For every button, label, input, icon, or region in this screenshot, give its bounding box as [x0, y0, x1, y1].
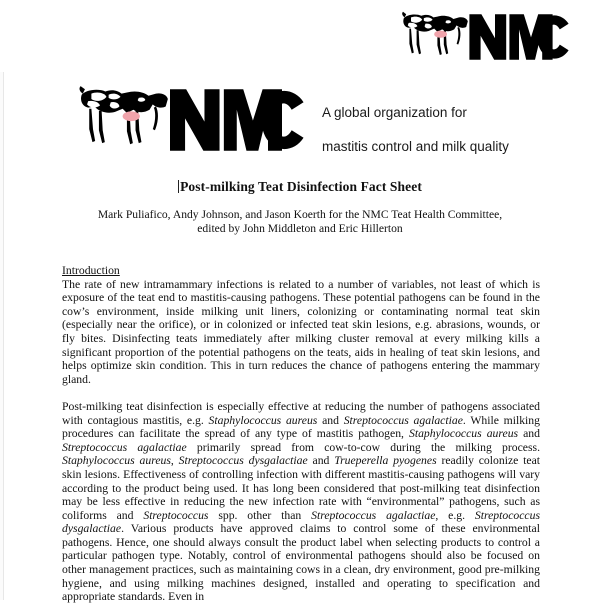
tagline-line-1: A global organization for	[322, 105, 467, 120]
species-name: Streptococcus dysgalactiae	[178, 454, 308, 468]
organization-tagline	[322, 87, 509, 155]
text-caret	[178, 180, 179, 193]
nmc-wordmark	[170, 89, 304, 150]
nmc-cow-world-logo-icon	[66, 85, 316, 155]
species-name: Streptococcus	[143, 508, 209, 522]
section-heading-text: Introduction	[62, 264, 120, 277]
species-name: Streptococcus agalactiae	[311, 508, 436, 522]
section-heading-introduction	[62, 264, 540, 386]
document-body	[62, 264, 540, 604]
masthead	[66, 84, 536, 156]
paragraph-intro-2: Post-milking teat disinfection is especially effective at reducing the number of pathogens associated with contagious mastitis, e.g. Staphylococcus aureus and Streptococcus agalactiae. While milking procedures can facilitate the spread of any type of mastitis pathogen, Staphylococcus aureus and Streptococcus agalactiae primarily spread from cow-to-cow during the milking process. Staphylococcus aureus, Streptococcus dysgalactiae and Trueperella pyogenes readily colonize teat skin lesions. Effectiveness of controlling infection with different mastitis-causing pathogens will vary according to the product being used. It has long been considered that post-milking teat disinfection may be less effective in reducing the new infection rate with “environmental” pathogens, such as coliforms and Streptococcus spp. other than Streptococcus agalactiae, e.g. Streptococcus dysgalactiae. Various products have approved claims to control some of these environmental pathogens. Hence, one should always consult the product label when selecting products to control a particular pathogen type. Notably, control of environmental pathogens should also be focused on other management practices, such as maintaining cows in a clean, dry environment, good pre-milking hygiene, and using milking machines designed, installed and operating to specification and appropriate standards. Even in	[62, 399, 541, 604]
author-line	[60, 208, 540, 235]
nmc-wordmark	[469, 14, 570, 60]
species-name: Streptococcus agalactiae	[62, 440, 187, 454]
page-title-text: Post-milking Teat Disinfection Fact Sheet	[180, 179, 422, 194]
species-name: Staphylococcus aureus	[62, 454, 171, 468]
title-block	[60, 178, 540, 235]
page-edge-line	[3, 72, 4, 600]
nmc-cow-world-logo-icon	[399, 11, 571, 63]
species-name: Streptococcus agalactiae	[343, 413, 463, 427]
tagline-line-2: mastitis control and milk quality	[322, 139, 509, 154]
udder-shape	[123, 111, 140, 121]
masthead-nmc-logo	[66, 84, 316, 156]
paragraph-intro-1: The rate of new intramammary infections is related to a number of variables, not least of which is exposure of the teat end to mastitis-causing pathogens. These potential pathogens can be found in the cow’s environment, inside milking unit liners, colonizing or contaminating normal teat skin (especially near the orifice), or in colonized or infected teat skin lesions, e.g. abrasions, wounds, or fly bites. Disinfecting teats immediately after milking cluster removal at every milking kills a significant proportion of the potential pathogens on the teats, aids in healing of teat skin lesions, and helps optimize skin condition. This in turn reduces the chance of pathogens entering the mammary gland.	[62, 277, 540, 386]
species-name: Streptococcus dysgalactiae	[62, 508, 541, 536]
species-name: Staphylococcus aureus	[408, 427, 519, 441]
corner-nmc-logo	[399, 11, 571, 63]
author-line-2: edited by John Middleton and Eric Hillerton	[197, 221, 403, 235]
species-name: Trueperella pyogenes	[334, 454, 437, 468]
species-name: Staphylococcus aureus	[208, 413, 318, 427]
page-title	[178, 179, 422, 195]
udder-shape	[434, 31, 447, 38]
author-line-1: Mark Puliafico, Andy Johnson, and Jason Koerth for the NMC Teat Health Committee,	[97, 208, 503, 221]
